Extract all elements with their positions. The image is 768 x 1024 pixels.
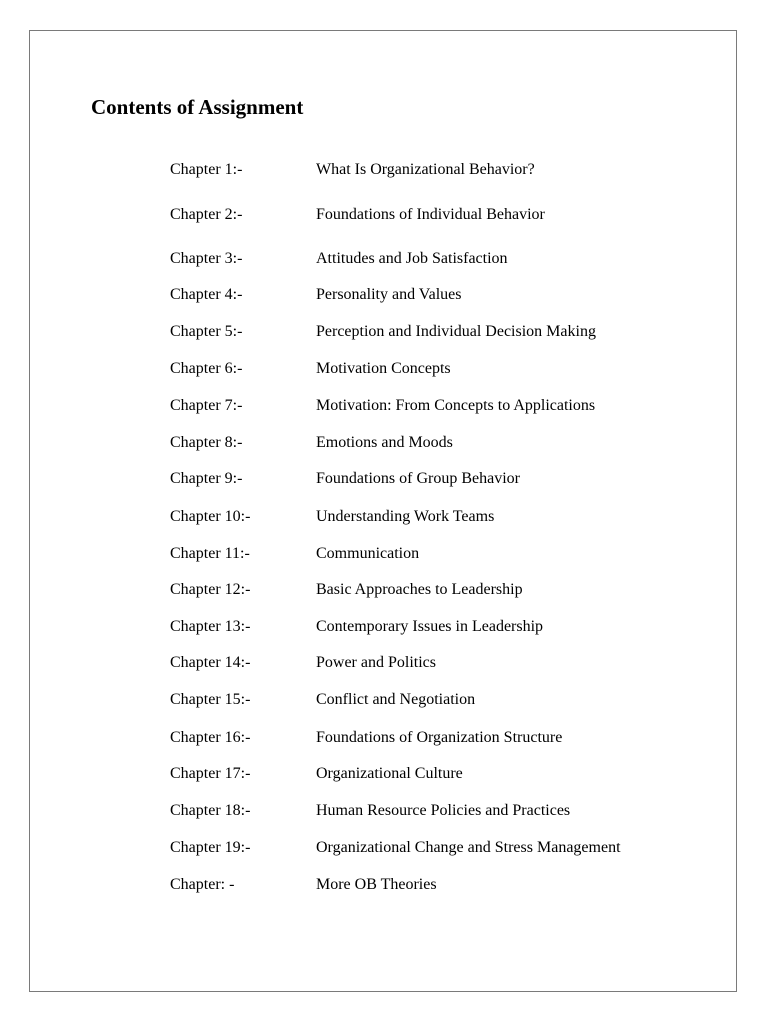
chapter-number: Chapter 8:-: [170, 434, 243, 451]
chapter-number: Chapter 4:-: [170, 286, 243, 303]
page-title: Contents of Assignment: [91, 95, 304, 119]
chapter-number: Chapter: -: [170, 876, 235, 893]
document-page: [29, 30, 737, 992]
chapter-number: Chapter 11:-: [170, 545, 250, 562]
toc-entry: [30, 545, 736, 567]
chapter-title: Perception and Individual Decision Making: [316, 323, 596, 340]
toc-entry: [30, 729, 736, 751]
toc-entry: [30, 470, 736, 492]
toc-entry: [30, 434, 736, 456]
toc-entry: [30, 250, 736, 272]
chapter-number: Chapter 13:-: [170, 618, 251, 635]
toc-entry: [30, 802, 736, 824]
chapter-title: Conflict and Negotiation: [316, 691, 476, 708]
toc-entry: [30, 581, 736, 603]
toc-entry: [30, 876, 736, 898]
chapter-number: Chapter 14:-: [170, 654, 251, 671]
chapter-number: Chapter 1:-: [170, 161, 243, 178]
toc-entry: [30, 206, 736, 228]
chapter-number: Chapter 7:-: [170, 397, 243, 414]
chapter-number: Chapter 15:-: [170, 691, 251, 708]
toc-entry: [30, 323, 736, 345]
chapter-title: Foundations of Organization Structure: [316, 729, 563, 746]
toc-entry: [30, 839, 736, 861]
chapter-title: Emotions and Moods: [316, 434, 453, 451]
chapter-number: Chapter 3:-: [170, 250, 243, 267]
chapter-title: Motivation: From Concepts to Applications: [316, 397, 596, 414]
chapter-number: Chapter 5:-: [170, 323, 243, 340]
toc-entry: [30, 765, 736, 787]
toc-entry: [30, 397, 736, 419]
chapter-number: Chapter 2:-: [170, 206, 243, 223]
chapter-number: Chapter 9:-: [170, 470, 243, 487]
chapter-number: Chapter 17:-: [170, 765, 251, 782]
chapter-title: What Is Organizational Behavior?: [316, 161, 535, 178]
chapter-title: Foundations of Group Behavior: [316, 470, 520, 487]
chapter-title: Understanding Work Teams: [316, 508, 495, 525]
toc-entry: [30, 618, 736, 640]
chapter-title: Organizational Culture: [316, 765, 463, 782]
chapter-title: Foundations of Individual Behavior: [316, 206, 545, 223]
toc-entry: [30, 360, 736, 382]
table-of-contents: [30, 31, 736, 991]
toc-entry: [30, 286, 736, 308]
chapter-number: Chapter 19:-: [170, 839, 251, 856]
chapter-title: Human Resource Policies and Practices: [316, 802, 571, 819]
toc-entry: [30, 691, 736, 713]
toc-entry: [30, 654, 736, 676]
chapter-title: Contemporary Issues in Leadership: [316, 618, 544, 635]
chapter-title: Power and Politics: [316, 654, 436, 671]
chapter-title: Basic Approaches to Leadership: [316, 581, 523, 598]
chapter-number: Chapter 10:-: [170, 508, 251, 525]
toc-entry: [30, 508, 736, 530]
chapter-title: Attitudes and Job Satisfaction: [316, 250, 508, 267]
chapter-number: Chapter 6:-: [170, 360, 243, 377]
chapter-number: Chapter 12:-: [170, 581, 251, 598]
chapter-title: More OB Theories: [316, 876, 437, 893]
chapter-number: Chapter 18:-: [170, 802, 251, 819]
chapter-number: Chapter 16:-: [170, 729, 251, 746]
chapter-title: Communication: [316, 545, 420, 562]
chapter-title: Organizational Change and Stress Management: [316, 839, 621, 856]
chapter-title: Personality and Values: [316, 286, 462, 303]
toc-entry: [30, 161, 736, 183]
chapter-title: Motivation Concepts: [316, 360, 451, 377]
